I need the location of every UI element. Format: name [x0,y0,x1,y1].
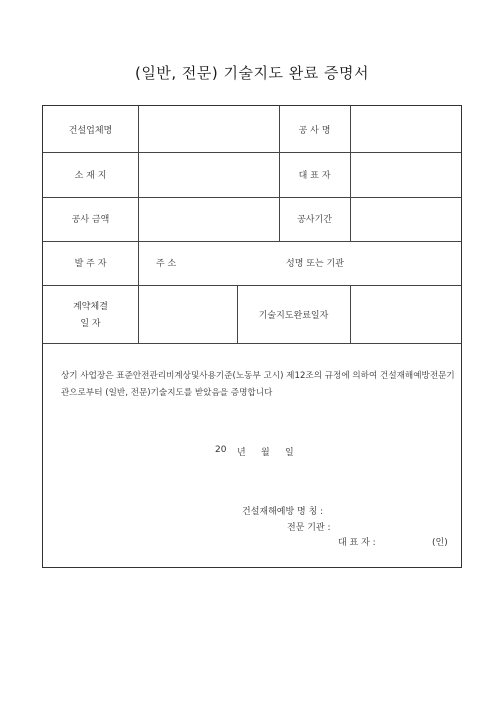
period-label: 공사기간 [297,215,332,225]
date-day: 일 [285,448,294,458]
contract-date-label-line2: 일 자 [80,319,101,329]
row-divider [43,241,461,242]
client-address-label: 주 소 [156,259,177,269]
location-label: 소 재 지 [74,171,107,181]
column-divider [350,285,351,343]
date-year: 년 [237,448,246,458]
certification-statement: 상기 사업장은 표준안전관리비계상및사용기준(노동부 고시) 제12조의 규정에 의하여 건설재해예방전문기관으로부터 (일반, 전문)기술지도를 받았음을 증명합니다 [61,371,455,398]
column-divider [138,241,139,285]
document-title: (일반, 전문) 기술지도 완료 증명서 [135,64,369,82]
column-divider [138,285,139,343]
date-month: 월 [261,448,270,458]
representative-label: 대 표 자 [298,171,331,181]
date-prefix: 20 [215,445,227,455]
row-divider [43,343,461,344]
row-divider [43,285,461,286]
company-name-label: 건설업체명 [68,126,113,136]
certificate-form [42,105,462,568]
contract-date-label-line1: 계약체결 [73,302,108,312]
org-name-label: 건설재해예방 명 칭 : [242,507,324,517]
client-name-label: 성명 또는 기관 [286,259,344,269]
column-divider [138,106,139,241]
column-divider [350,106,351,241]
row-divider [43,197,461,198]
row-divider [43,152,461,153]
org-label: 전문 기관 : [287,523,331,533]
representative-sign-label: 대 표 자 : [338,538,376,548]
completion-date-label: 기술지도완료일자 [258,311,329,321]
seal-mark: (인) [432,538,448,548]
amount-label: 공사 금액 [71,215,110,225]
project-name-label: 공 사 명 [298,126,331,136]
client-label: 발 주 자 [74,259,107,269]
